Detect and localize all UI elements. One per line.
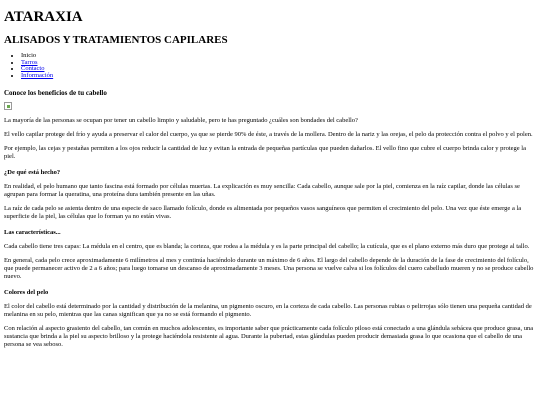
section-paragraph: En general, cada pelo crece aproximadamente 6 milímetros al mes y continúa haciéndolo durante un máximo de 6 años. El largo del cabello depende de la duración de la fase de crecimiento del folículo, que puede permanecer activo de 2 a 6 años; para luego tomarse un descanso de aproximadamente 3 meses. Una persona se vuelve calva si los folículos del cuero cabelludo mueren y no se produce cabello nuevo.: [4, 257, 534, 280]
section-paragraph: La raíz de cada pelo se asienta dentro de una especie de saco llamado folículo, donde es alimentada por pequeños vasos sanguíneos que permiten el crecimiento del pelo. Una vez que éste emerge a la superficie de la piel, las células que lo forman ya no están vivas.: [4, 205, 522, 220]
site-title: ATARAXIA: [4, 9, 83, 25]
nav-item-informacion[interactable]: [21, 73, 536, 80]
section-paragraph: El color del cabello está determinado por la cantidad y distribución de la melanina, un pigmento oscuro, en la corteza de cada cabello. Las personas rubias o pelirrojas sólo tienen una pequeña cantidad de melanina en su pelo, mientras que las canas significan que ya no se está formando el pigmento.: [4, 303, 532, 318]
nav-link-contacto[interactable]: Contacto: [21, 65, 45, 72]
section-paragraph: Cada cabello tiene tres capas: La médula en el centro, que es blanda; la corteza, que rodea a la médula y es la parte principal del cabello; la cutícula, que es el plano externo más duro que protege al tallo.: [4, 243, 530, 250]
site-subtitle: ALISADOS Y TRATAMIENTOS CAPILARES: [4, 34, 228, 46]
section-heading-characteristics: Las características...: [4, 229, 61, 236]
section-heading-colors: Colores del pelo: [4, 289, 49, 296]
intro-paragraph: La mayoría de las personas se ocupan por tener un cabello limpio y saludable, pero te has preguntado ¿cuáles son bondades del cabello?: [4, 117, 358, 124]
nav-link-tarros[interactable]: Tarros: [21, 58, 38, 66]
nav-link-informacion[interactable]: Información: [21, 71, 54, 79]
section-paragraph: En realidad, el pelo humano que tanto fascina está formado por células muertas. La explicación es muy sencilla: Cada cabello, aunque sale por la piel, comienza en la raíz capilar, donde las células se agrupan para formar la queratina, una proteína dura también presente en las uñas.: [4, 183, 520, 198]
section-heading-composition: ¿De qué está hecho?: [4, 169, 61, 176]
main-nav: [4, 53, 536, 79]
main-heading: Conoce los beneficios de tu cabello: [4, 89, 107, 97]
paragraph-protection: El vello capilar protege del frío y ayuda a preservar el calor del cuerpo, ya que se pierde 90% de éste, a través de la mollera. Dentro de la nariz y las orejas, el pelo da protección contra el polvo y el polen.: [4, 131, 533, 138]
nav-item-label: Inicio: [21, 52, 37, 59]
paragraph-eyes: Por ejemplo, las cejas y pestañas permiten a los ojos reducir la cantidad de luz y evitan la entrada de pequeñas partículas que pueden dañarlos. El vello fino que cubre el cuerpo brinda calor y protege la piel.: [4, 145, 526, 160]
section-paragraph: Con relación al aspecto grasiento del cabello, tan común en muchos adolescentes, es importante saber que prácticamente cada folículo piloso está conectado a una glándula sebácea que produce grasa, una sustancia que brinda a la piel su aspecto brilloso y la protege haciéndola resistente al agua. Durante la pubertad, estas glándulas pueden producir demasiada grasa lo que ocasiona que el cabello de una persona se vea seboso.: [4, 325, 534, 348]
broken-image-icon: [4, 102, 12, 110]
